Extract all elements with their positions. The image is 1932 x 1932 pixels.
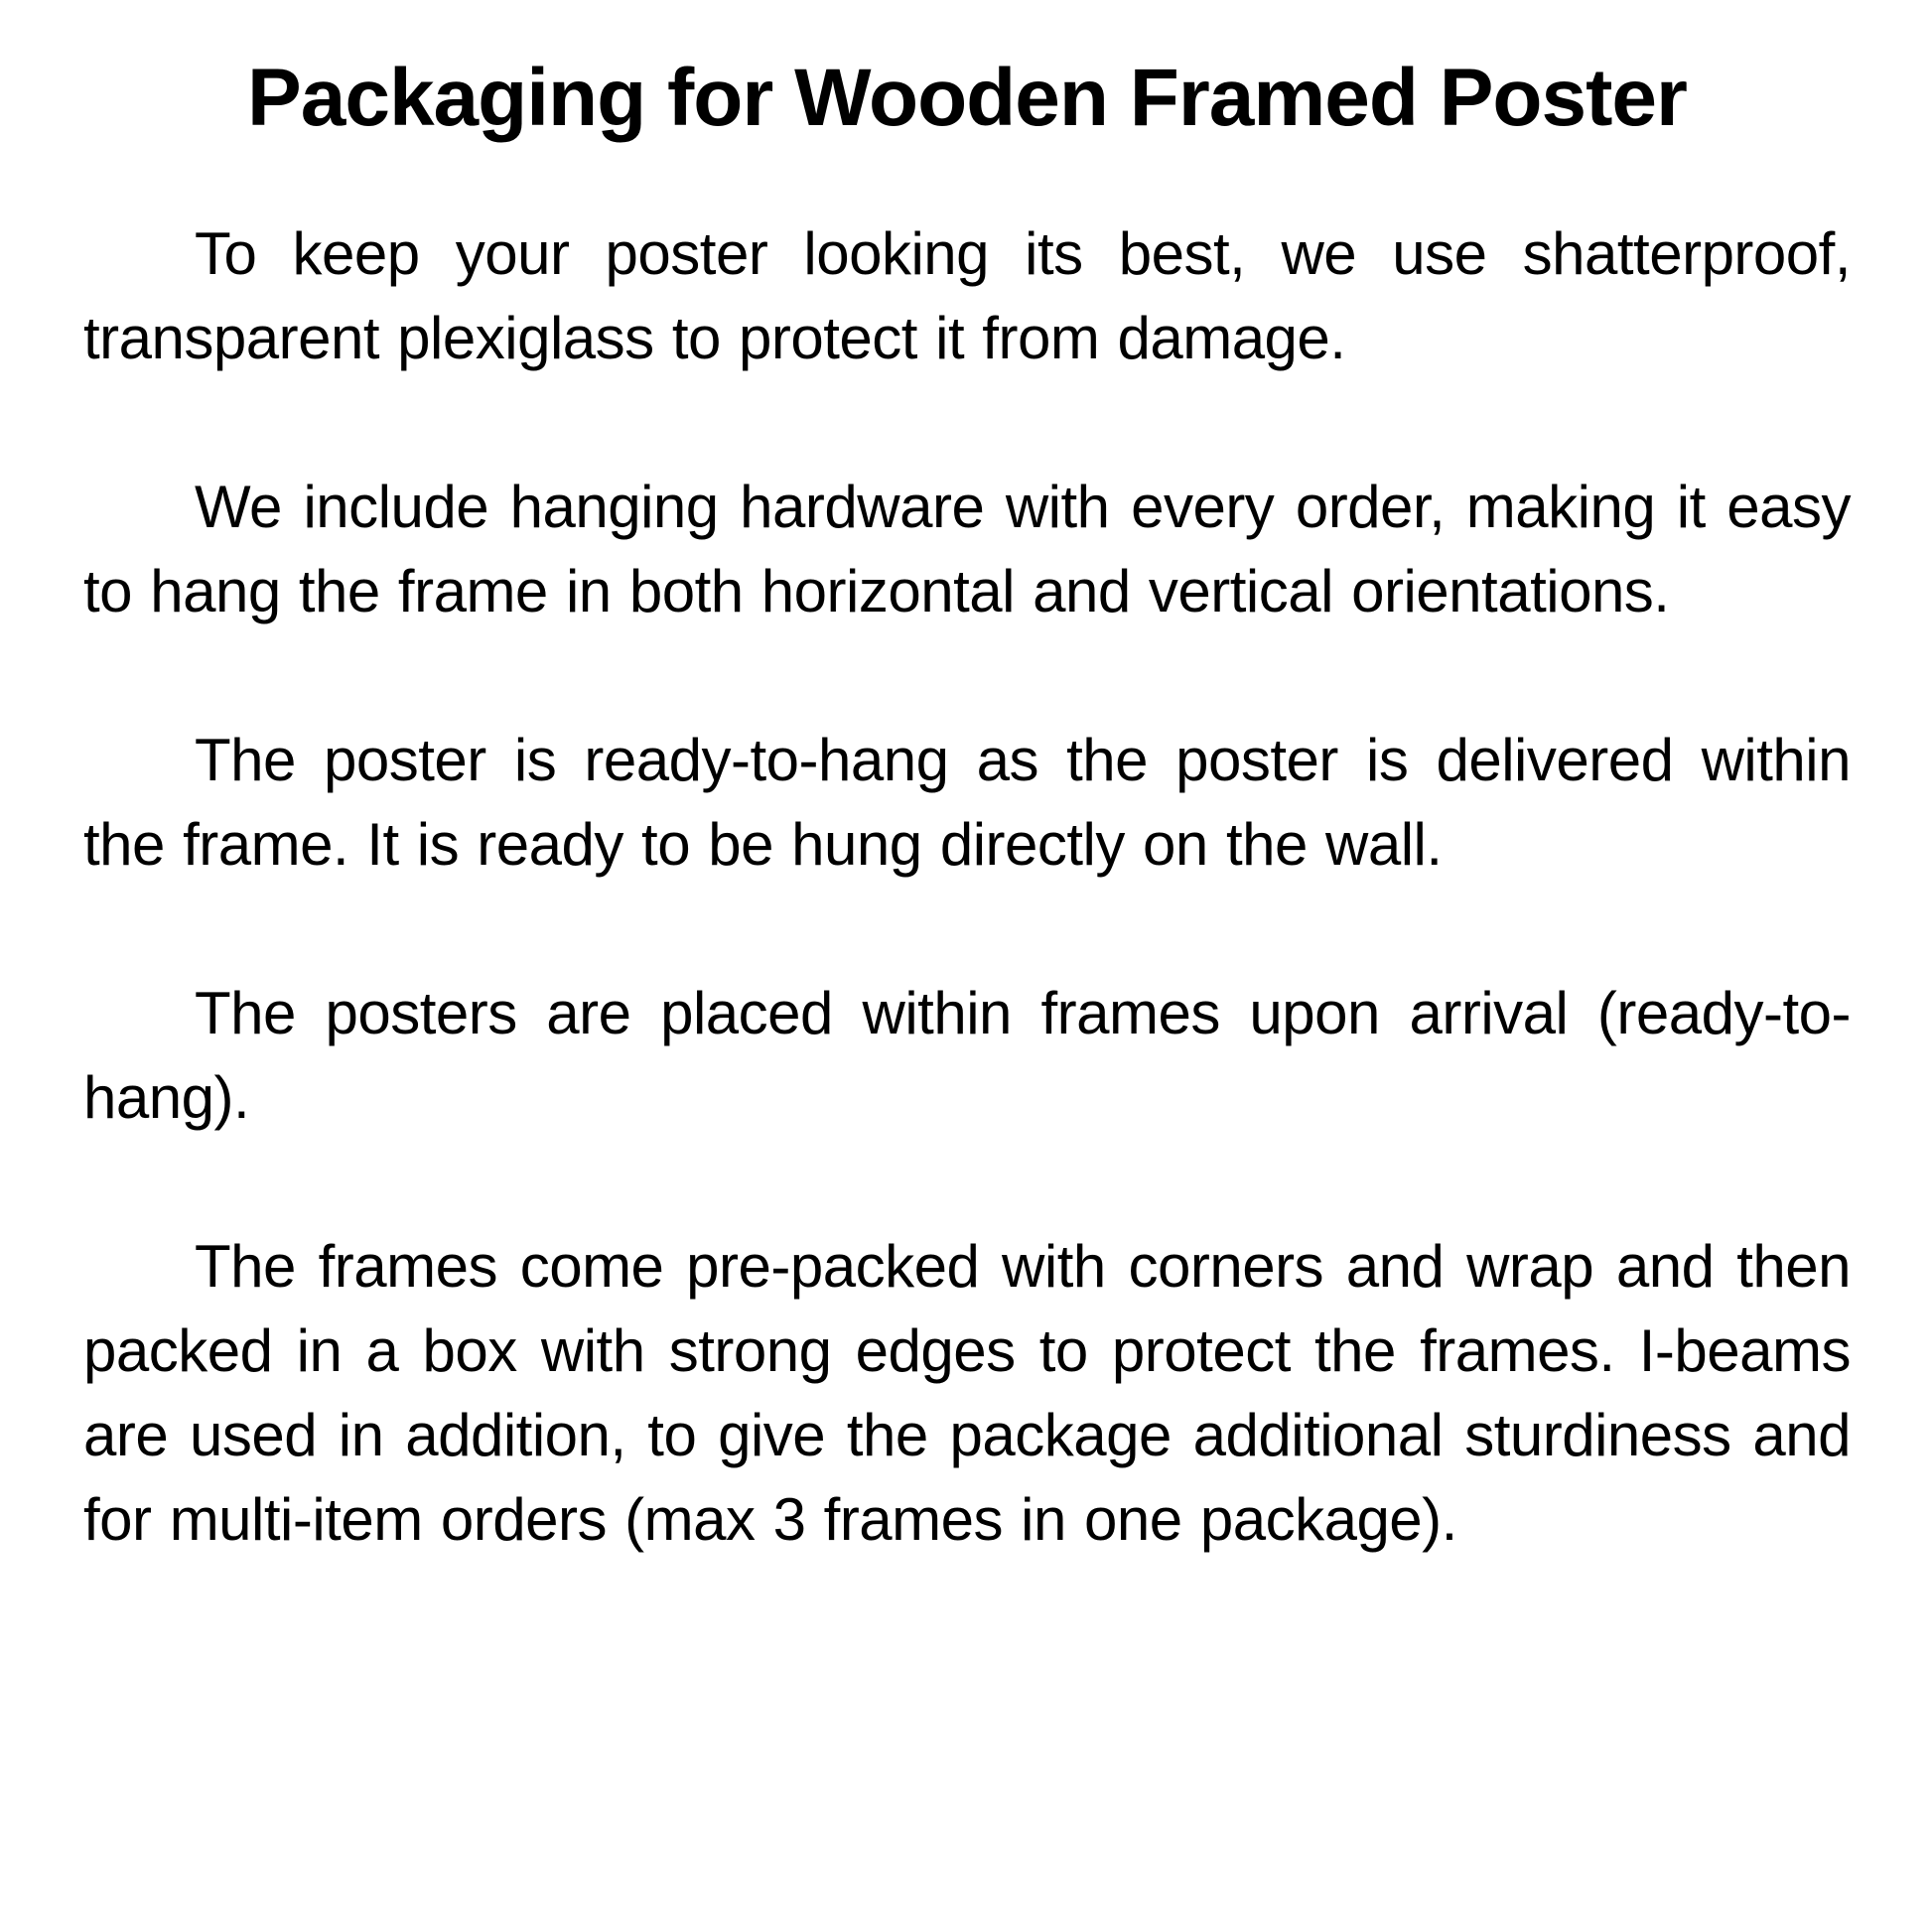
paragraph-plexiglass-protection: To keep your poster looking its best, we use shatterproof, transparent plexiglass to protect it from damage. [83,219,1851,371]
document-body [83,211,1851,1562]
paragraph-hanging-hardware: We include hanging hardware with every order, making it easy to hang the frame in both horizontal and vertical orientations. [83,473,1851,624]
page-title: Packaging for Wooden Framed Poster [247,53,1687,143]
paragraph-ready-to-hang: The poster is ready-to-hang as the poster is delivered within the frame. It is ready to be hung directly on the wall. [83,726,1851,878]
paragraph-posters-in-frames: The posters are placed within frames upon arrival (ready-to-hang). [83,979,1851,1131]
paragraph-packing-details: The frames come pre-packed with corners and wrap and then packed in a box with strong edges to protect the frames. I-beams are used in addition, to give the package additional sturdiness and for multi-item orders (max 3 frames in one package). [83,1232,1851,1553]
